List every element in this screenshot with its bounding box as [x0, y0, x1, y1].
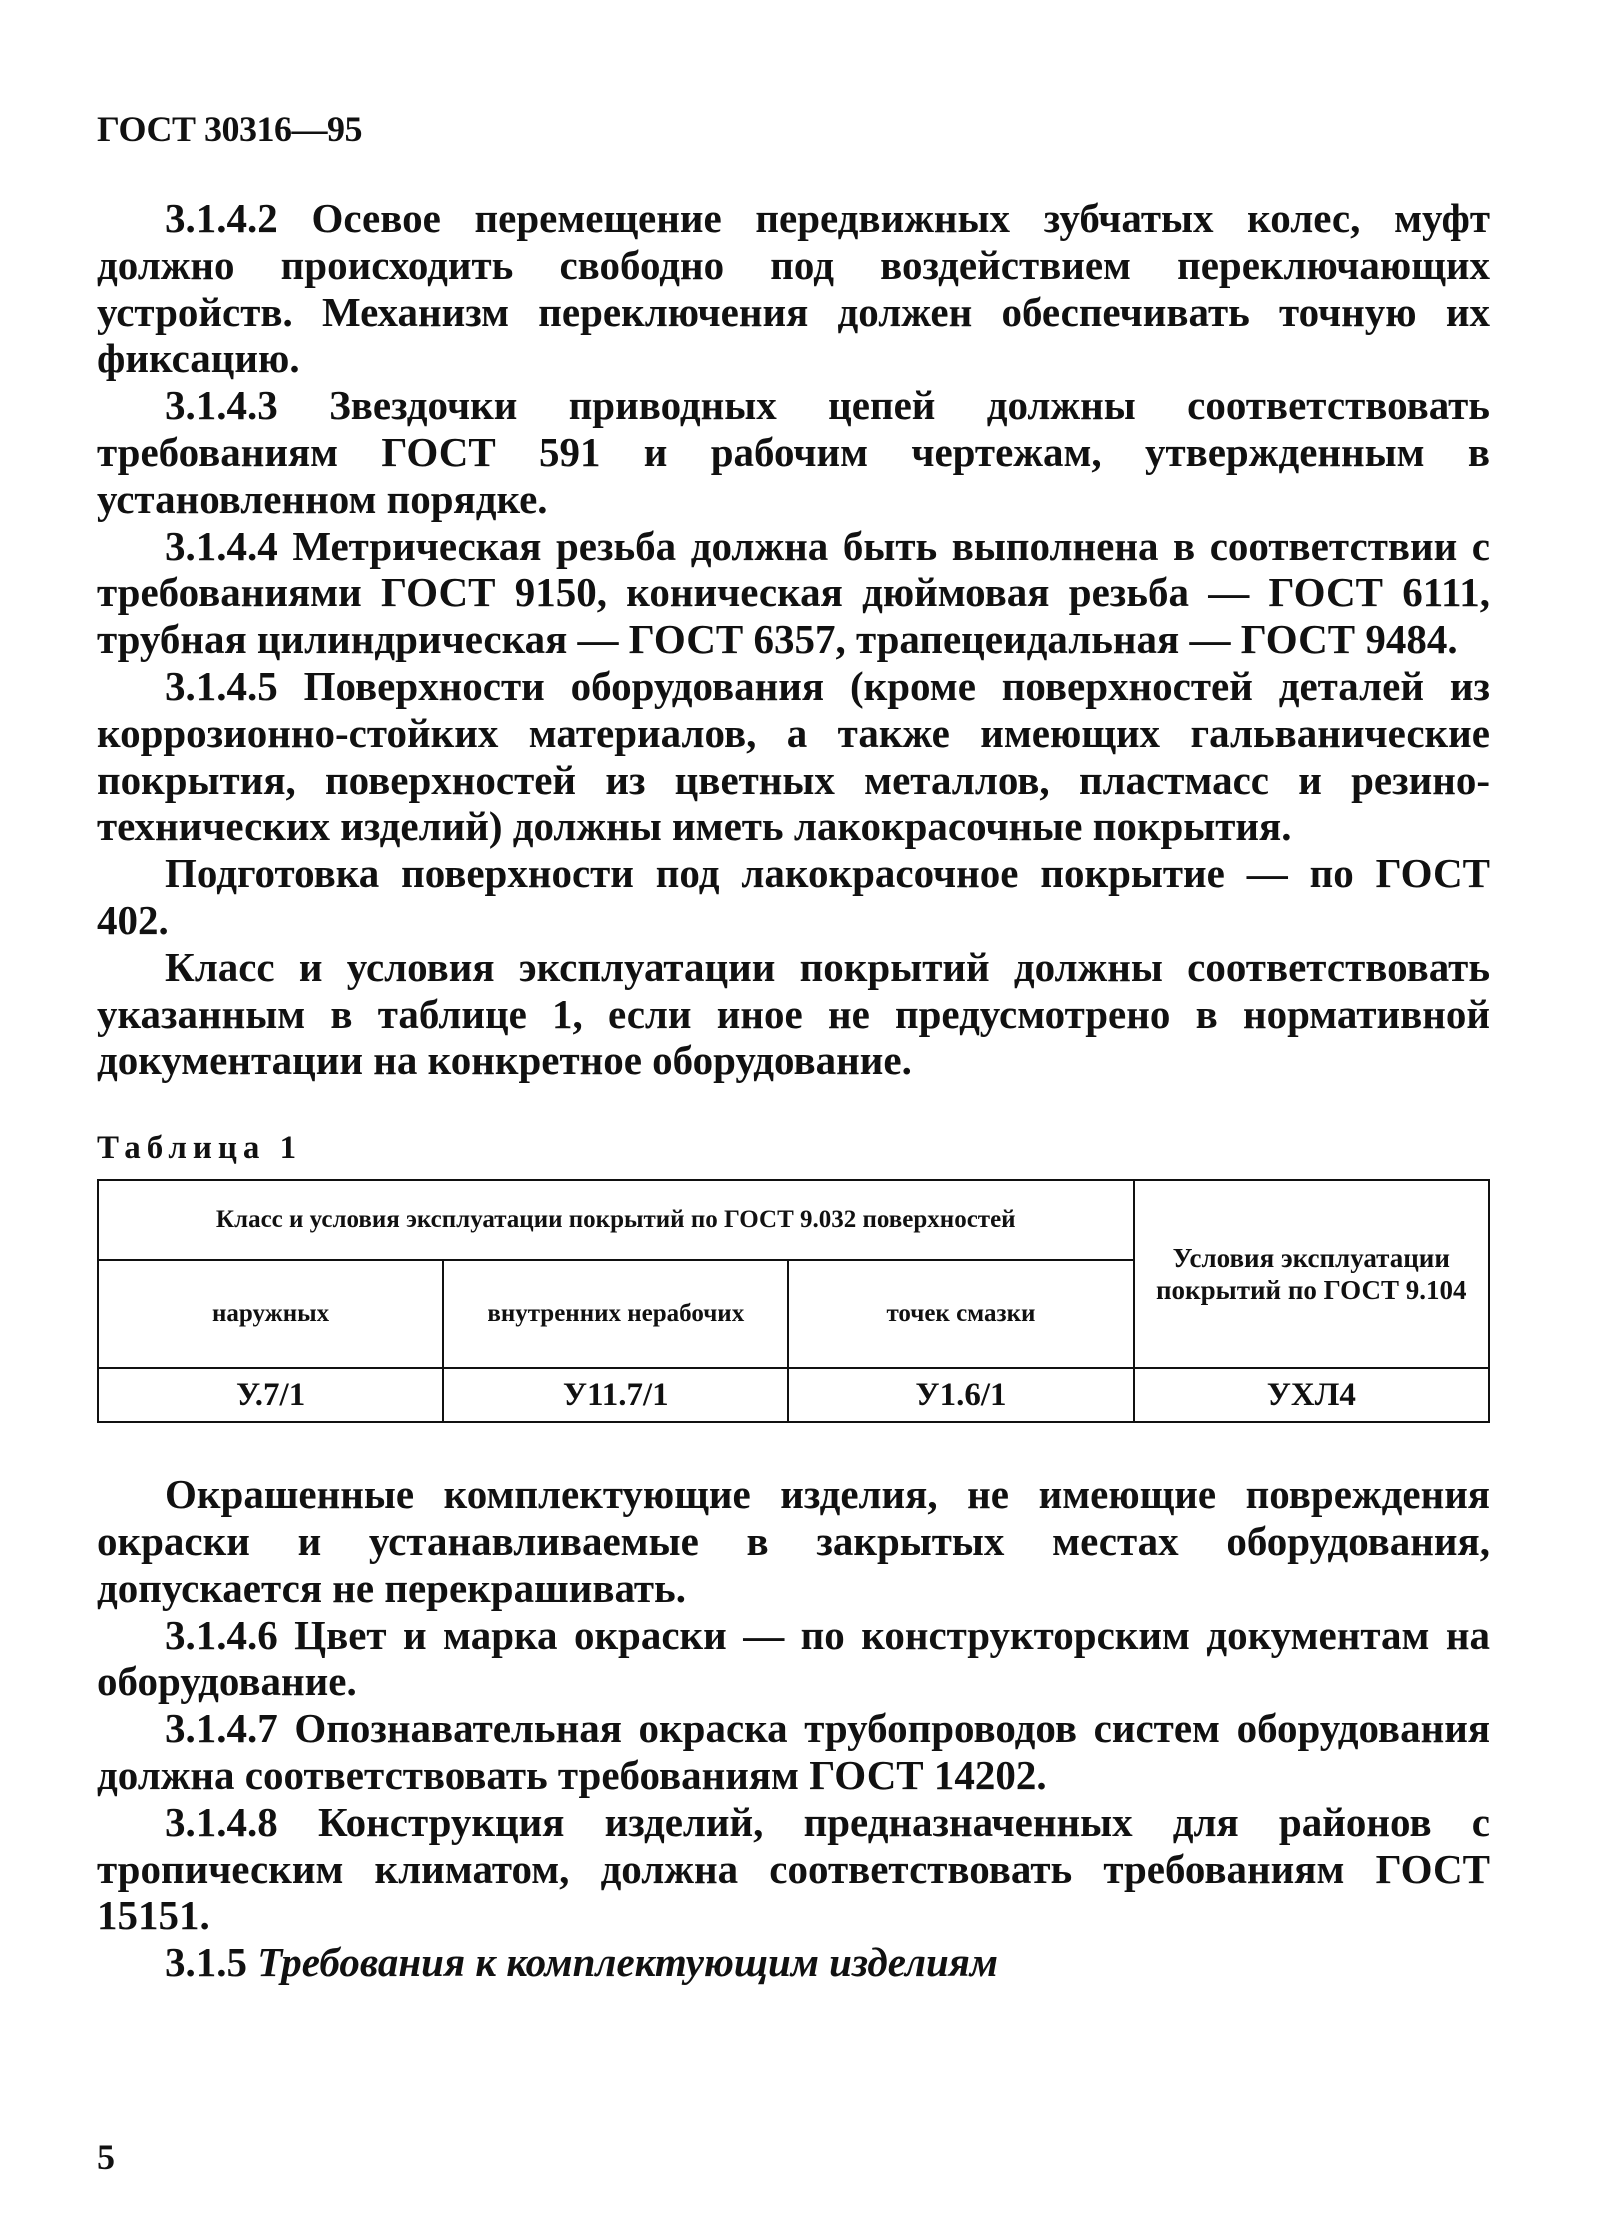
paragraph-painted-parts: Окрашенные комплектующие изделия, не имеющие повреждения окраски и устанавливаемые в закрытых местах оборудования, допускается не перекрашивать.	[97, 1471, 1490, 1611]
paragraph-3-1-4-5: 3.1.4.5 Поверхности оборудования (кроме поверхностей деталей из коррозионно-стойких материалов, а также имеющих гальванические покрытия, поверхностей из цветных металлов, пластмасс и резино-технических изделий) должны иметь лакокрасочные покрытия.	[97, 662, 1490, 850]
table-cell: УХЛ4	[1134, 1368, 1489, 1422]
page-number: 5	[97, 2137, 115, 2177]
section-title: Требования к комплектующим изделиям	[257, 1939, 998, 1986]
table-group-header: Класс и условия эксплуатации покрытий по ГОСТ 9.032 поверхностей	[98, 1180, 1134, 1260]
paragraph-3-1-4-3: 3.1.4.3 Звездочки приводных цепей должны соответствовать требованиям ГОСТ 591 и рабочим чертежам, утвержденным в установленном порядке.	[97, 382, 1490, 522]
table-right-header: Условия эксплуатации покрытий по ГОСТ 9.104	[1134, 1180, 1489, 1368]
table-header-row-1	[98, 1180, 1489, 1260]
table-col-outer: наружных	[98, 1260, 443, 1368]
paragraph-3-1-5	[97, 1939, 1490, 1986]
paragraph-3-1-4-2: 3.1.4.2 Осевое перемещение передвижных зубчатых колес, муфт должно происходить свободно под воздействием переключающих устройств. Механизм переключения должен обеспечивать точную их фиксацию.	[97, 195, 1490, 382]
document-header: ГОСТ 30316—95	[97, 109, 362, 149]
paragraph-coating-class: Класс и условия эксплуатации покрытий должны соответствовать указанным в таблице 1, если иное не предусмотрено в нормативной документации на конкретное оборудование.	[97, 943, 1490, 1084]
paragraph-3-1-4-6: 3.1.4.6 Цвет и марка окраски — по конструкторским документам на оборудование.	[97, 1611, 1490, 1705]
table-caption: Таблица 1	[97, 1130, 303, 1167]
table-cell: У1.6/1	[788, 1368, 1133, 1422]
paragraph-3-1-4-7: 3.1.4.7 Опознавательная окраска трубопроводов систем оборудования должна соответствовать требованиям ГОСТ 14202.	[97, 1705, 1490, 1798]
table-col-inner: внутренних нерабочих	[443, 1260, 788, 1368]
table-cell: У.7/1	[98, 1368, 443, 1422]
section-number: 3.1.5	[165, 1939, 247, 1986]
paragraph-3-1-4-8: 3.1.4.8 Конструкция изделий, предназначенных для районов с тропическим климатом, должна соответствовать требованиям ГОСТ 15151.	[97, 1798, 1490, 1939]
paragraph-3-1-4-4: 3.1.4.4 Метрическая резьба должна быть выполнена в соответствии с требованиями ГОСТ 9150, коническая дюймовая резьба — ГОСТ 6111, трубная цилиндрическая — ГОСТ 6357, трапецеидальная — ГОСТ 9484.	[97, 522, 1490, 663]
paragraph-surface-prep: Подготовка поверхности под лакокрасочное покрытие — по ГОСТ 402.	[97, 850, 1490, 943]
table-1	[97, 1179, 1490, 1423]
table-col-lube: точек смазки	[788, 1260, 1133, 1368]
document-body	[97, 195, 1490, 1986]
table-cell: У11.7/1	[443, 1368, 788, 1422]
table-row	[98, 1368, 1489, 1422]
